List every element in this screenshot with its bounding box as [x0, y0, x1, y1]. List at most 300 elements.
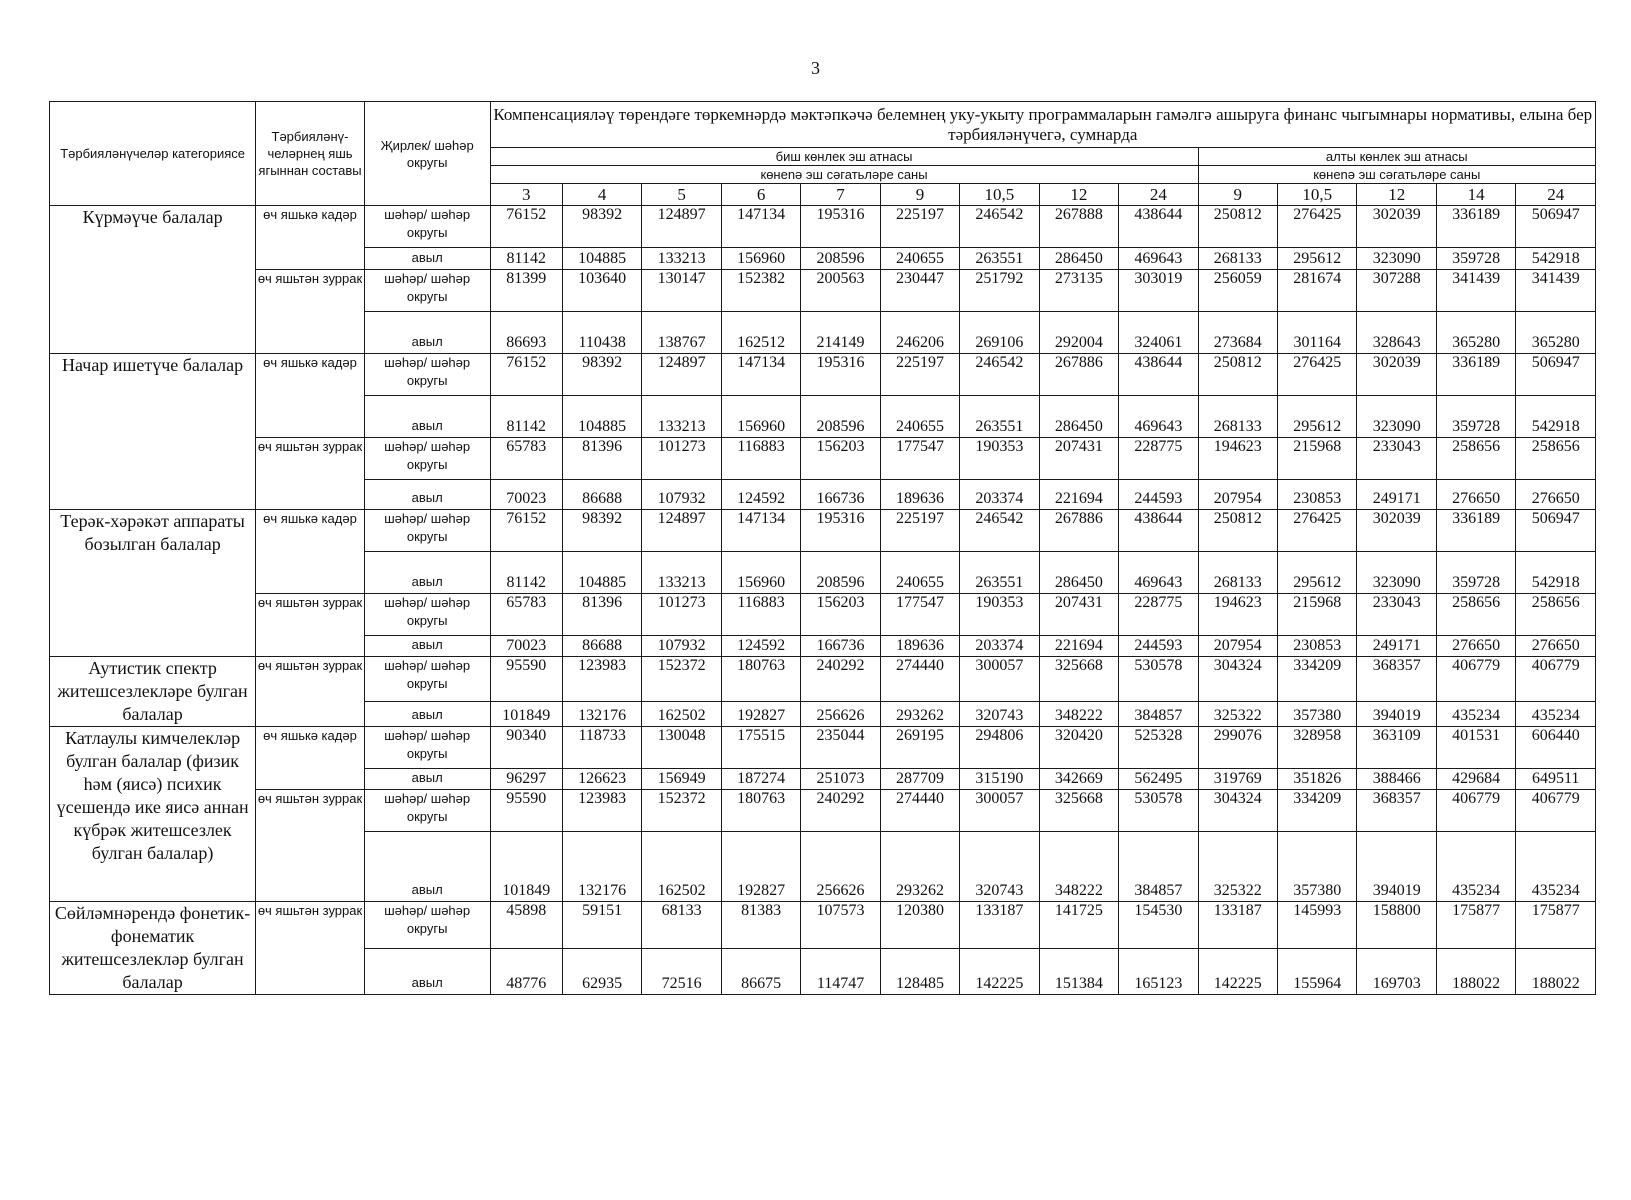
value-cell: 295612 [1278, 552, 1357, 594]
value-cell: 263551 [960, 396, 1039, 438]
category-cell: Катлаулы кимчелекләр булган балалар (физик һәм (яисә) психик үсешендә ике яисә аннан күбрәк житешсезлек булган балалар) [50, 727, 256, 902]
value-cell: 147134 [721, 206, 800, 248]
hours-header-six-0: 9 [1198, 184, 1277, 206]
hours-header-five-0: 3 [490, 184, 562, 206]
value-cell: 435234 [1516, 701, 1596, 726]
value-cell: 542918 [1516, 248, 1596, 270]
value-cell: 438644 [1119, 206, 1198, 248]
value-cell: 435234 [1516, 832, 1596, 902]
value-cell: 86675 [721, 948, 800, 995]
value-cell: 203374 [960, 636, 1039, 657]
hours-header-six-2: 12 [1357, 184, 1436, 206]
value-cell: 276425 [1278, 354, 1357, 396]
location-village-cell: авыл [364, 312, 490, 354]
hours-header-five-6: 10,5 [960, 184, 1039, 206]
value-cell: 304324 [1198, 790, 1277, 832]
table-row [50, 510, 1596, 552]
value-cell: 341439 [1516, 270, 1596, 312]
value-cell: 249171 [1357, 636, 1436, 657]
value-cell: 293262 [880, 832, 959, 902]
header-age-group: Тәрбияләнү-челәрнең яшь ягыннан составы [256, 102, 365, 206]
value-cell: 180763 [721, 790, 800, 832]
value-cell: 225197 [880, 510, 959, 552]
value-cell: 401531 [1436, 727, 1515, 769]
table-row [50, 657, 1596, 702]
value-cell: 126623 [562, 769, 641, 790]
value-cell: 649511 [1516, 769, 1596, 790]
value-cell: 207431 [1039, 438, 1118, 480]
value-cell: 101273 [642, 594, 721, 636]
value-cell: 244593 [1119, 636, 1198, 657]
value-cell: 162502 [642, 832, 721, 902]
header-daily-hours-five: көнenә эш сәгатьләре саны [490, 166, 1198, 184]
value-cell: 230447 [880, 270, 959, 312]
value-cell: 276425 [1278, 206, 1357, 248]
value-cell: 76152 [490, 354, 562, 396]
value-cell: 124897 [642, 206, 721, 248]
age-group-cell: өч яшькә кадәр [256, 727, 365, 790]
value-cell: 334209 [1278, 790, 1357, 832]
value-cell: 156203 [801, 594, 880, 636]
value-cell: 187274 [721, 769, 800, 790]
age-group-cell: өч яшьтән зуррак [256, 790, 365, 902]
value-cell: 276650 [1516, 636, 1596, 657]
value-cell: 276650 [1516, 480, 1596, 510]
value-cell: 235044 [801, 727, 880, 769]
category-cell: Терәк-хәрәкәт аппараты бозылган балалар [50, 510, 256, 657]
value-cell: 103640 [562, 270, 641, 312]
value-cell: 81142 [490, 396, 562, 438]
value-cell: 81142 [490, 552, 562, 594]
value-cell: 319769 [1198, 769, 1277, 790]
value-cell: 435234 [1436, 701, 1515, 726]
value-cell: 307288 [1357, 270, 1436, 312]
location-village-cell: авыл [364, 396, 490, 438]
value-cell: 123983 [562, 790, 641, 832]
value-cell: 300057 [960, 657, 1039, 702]
value-cell: 258656 [1516, 438, 1596, 480]
value-cell: 225197 [880, 354, 959, 396]
table-row [50, 354, 1596, 396]
value-cell: 406779 [1516, 790, 1596, 832]
value-cell: 286450 [1039, 248, 1118, 270]
value-cell: 76152 [490, 206, 562, 248]
value-cell: 65783 [490, 438, 562, 480]
value-cell: 302039 [1357, 510, 1436, 552]
value-cell: 281674 [1278, 270, 1357, 312]
header-six-day-week: алты көнлек эш атнасы [1198, 148, 1595, 166]
value-cell: 304324 [1198, 657, 1277, 702]
value-cell: 95590 [490, 790, 562, 832]
value-cell: 303019 [1119, 270, 1198, 312]
value-cell: 207954 [1198, 480, 1277, 510]
value-cell: 156960 [721, 248, 800, 270]
table-body [50, 206, 1596, 995]
value-cell: 101849 [490, 832, 562, 902]
value-cell: 101273 [642, 438, 721, 480]
value-cell: 320743 [960, 701, 1039, 726]
table-row [50, 206, 1596, 248]
location-city-cell: шәһәр/ шәһәр округы [364, 510, 490, 552]
value-cell: 562495 [1119, 769, 1198, 790]
value-cell: 233043 [1357, 438, 1436, 480]
value-cell: 323090 [1357, 248, 1436, 270]
value-cell: 86688 [562, 636, 641, 657]
value-cell: 166736 [801, 636, 880, 657]
value-cell: 249171 [1357, 480, 1436, 510]
value-cell: 203374 [960, 480, 1039, 510]
page-number: 3 [811, 58, 820, 78]
value-cell: 294806 [960, 727, 1039, 769]
value-cell: 263551 [960, 552, 1039, 594]
value-cell: 81396 [562, 594, 641, 636]
location-city-cell: шәһәр/ шәһәр округы [364, 206, 490, 248]
value-cell: 192827 [721, 832, 800, 902]
value-cell: 438644 [1119, 354, 1198, 396]
value-cell: 240655 [880, 552, 959, 594]
value-cell: 86693 [490, 312, 562, 354]
value-cell: 175877 [1516, 902, 1596, 949]
hours-header-six-4: 24 [1516, 184, 1596, 206]
value-cell: 359728 [1436, 396, 1515, 438]
value-cell: 240292 [801, 657, 880, 702]
value-cell: 177547 [880, 438, 959, 480]
value-cell: 152382 [721, 270, 800, 312]
age-group-cell: өч яшьтән зуррак [256, 438, 365, 510]
value-cell: 359728 [1436, 248, 1515, 270]
value-cell: 336189 [1436, 206, 1515, 248]
value-cell: 107573 [801, 902, 880, 949]
value-cell: 258656 [1436, 594, 1515, 636]
value-cell: 190353 [960, 594, 1039, 636]
value-cell: 251073 [801, 769, 880, 790]
location-village-cell: авыл [364, 480, 490, 510]
value-cell: 190353 [960, 438, 1039, 480]
value-cell: 230853 [1278, 480, 1357, 510]
value-cell: 357380 [1278, 701, 1357, 726]
value-cell: 506947 [1516, 354, 1596, 396]
value-cell: 315190 [960, 769, 1039, 790]
value-cell: 180763 [721, 657, 800, 702]
value-cell: 48776 [490, 948, 562, 995]
value-cell: 363109 [1357, 727, 1436, 769]
age-group-cell: өч яшькә кадәр [256, 354, 365, 438]
value-cell: 606440 [1516, 727, 1596, 769]
value-cell: 320743 [960, 832, 1039, 902]
value-cell: 166736 [801, 480, 880, 510]
value-cell: 133213 [642, 552, 721, 594]
value-cell: 133213 [642, 248, 721, 270]
value-cell: 325322 [1198, 832, 1277, 902]
value-cell: 215968 [1278, 438, 1357, 480]
value-cell: 124592 [721, 636, 800, 657]
value-cell: 155964 [1278, 948, 1357, 995]
value-cell: 123983 [562, 657, 641, 702]
value-cell: 142225 [960, 948, 1039, 995]
value-cell: 348222 [1039, 701, 1118, 726]
value-cell: 268133 [1198, 552, 1277, 594]
value-cell: 189636 [880, 480, 959, 510]
value-cell: 341439 [1436, 270, 1515, 312]
value-cell: 406779 [1436, 790, 1515, 832]
value-cell: 152372 [642, 790, 721, 832]
location-city-cell: шәһәр/ шәһәр округы [364, 594, 490, 636]
value-cell: 215968 [1278, 594, 1357, 636]
value-cell: 269106 [960, 312, 1039, 354]
value-cell: 286450 [1039, 552, 1118, 594]
value-cell: 151384 [1039, 948, 1118, 995]
value-cell: 246542 [960, 510, 1039, 552]
value-cell: 406779 [1516, 657, 1596, 702]
value-cell: 256626 [801, 701, 880, 726]
value-cell: 162512 [721, 312, 800, 354]
value-cell: 194623 [1198, 594, 1277, 636]
value-cell: 118733 [562, 727, 641, 769]
value-cell: 302039 [1357, 206, 1436, 248]
location-city-cell: шәһәр/ шәһәр округы [364, 270, 490, 312]
value-cell: 267886 [1039, 510, 1118, 552]
value-cell: 246542 [960, 354, 1039, 396]
value-cell: 162502 [642, 701, 721, 726]
hours-header-five-7: 12 [1039, 184, 1118, 206]
value-cell: 251792 [960, 270, 1039, 312]
value-cell: 276650 [1436, 480, 1515, 510]
location-city-cell: шәһәр/ шәһәр округы [364, 354, 490, 396]
age-group-cell: өч яшькә кадәр [256, 510, 365, 594]
value-cell: 384857 [1119, 701, 1198, 726]
value-cell: 59151 [562, 902, 641, 949]
value-cell: 195316 [801, 206, 880, 248]
value-cell: 130147 [642, 270, 721, 312]
location-city-cell: шәһәр/ шәһәр округы [364, 727, 490, 769]
value-cell: 96297 [490, 769, 562, 790]
value-cell: 175515 [721, 727, 800, 769]
header-location: Җирлек/ шәһәр округы [364, 102, 490, 206]
value-cell: 81396 [562, 438, 641, 480]
location-village-cell: авыл [364, 248, 490, 270]
value-cell: 268133 [1198, 396, 1277, 438]
value-cell: 81142 [490, 248, 562, 270]
value-cell: 506947 [1516, 510, 1596, 552]
value-cell: 133187 [960, 902, 1039, 949]
value-cell: 130048 [642, 727, 721, 769]
value-cell: 328643 [1357, 312, 1436, 354]
value-cell: 359728 [1436, 552, 1515, 594]
value-cell: 240292 [801, 790, 880, 832]
value-cell: 406779 [1436, 657, 1515, 702]
value-cell: 274440 [880, 790, 959, 832]
value-cell: 273684 [1198, 312, 1277, 354]
value-cell: 394019 [1357, 701, 1436, 726]
value-cell: 293262 [880, 701, 959, 726]
value-cell: 133213 [642, 396, 721, 438]
location-village-cell: авыл [364, 636, 490, 657]
age-group-cell: өч яшьтән зуррак [256, 657, 365, 727]
value-cell: 124592 [721, 480, 800, 510]
value-cell: 525328 [1119, 727, 1198, 769]
hours-header-six-1: 10,5 [1278, 184, 1357, 206]
value-cell: 81383 [721, 902, 800, 949]
value-cell: 273135 [1039, 270, 1118, 312]
value-cell: 68133 [642, 902, 721, 949]
value-cell: 156949 [642, 769, 721, 790]
value-cell: 240655 [880, 248, 959, 270]
normatives-table [49, 101, 1596, 995]
value-cell: 147134 [721, 354, 800, 396]
value-cell: 104885 [562, 248, 641, 270]
header-main-title: Компенсацияләү төрендәге төркемнәрдә мәктәпкәчә белемнең уку-укыту программаларын гамәлгә ашыруга финанс чыгымнары нормативы, елына бер тәрбияләнүчегә, сумнарда [490, 102, 1595, 148]
value-cell: 295612 [1278, 396, 1357, 438]
value-cell: 188022 [1436, 948, 1515, 995]
value-cell: 365280 [1436, 312, 1515, 354]
value-cell: 194623 [1198, 438, 1277, 480]
value-cell: 263551 [960, 248, 1039, 270]
value-cell: 195316 [801, 354, 880, 396]
value-cell: 365280 [1516, 312, 1596, 354]
hours-header-five-5: 9 [880, 184, 959, 206]
table-row [50, 790, 1596, 832]
value-cell: 158800 [1357, 902, 1436, 949]
value-cell: 258656 [1436, 438, 1515, 480]
value-cell: 469643 [1119, 248, 1198, 270]
value-cell: 268133 [1198, 248, 1277, 270]
hours-header-five-3: 6 [721, 184, 800, 206]
value-cell: 258656 [1516, 594, 1596, 636]
value-cell: 104885 [562, 396, 641, 438]
value-cell: 299076 [1198, 727, 1277, 769]
hours-header-six-3: 14 [1436, 184, 1515, 206]
age-group-cell: өч яшьтән зуррак [256, 902, 365, 995]
value-cell: 76152 [490, 510, 562, 552]
value-cell: 98392 [562, 510, 641, 552]
category-cell: Аутистик спектр житешсезлекләре булган балалар [50, 657, 256, 727]
location-city-cell: шәһәр/ шәһәр округы [364, 790, 490, 832]
value-cell: 195316 [801, 510, 880, 552]
value-cell: 302039 [1357, 354, 1436, 396]
value-cell: 214149 [801, 312, 880, 354]
value-cell: 228775 [1119, 438, 1198, 480]
value-cell: 301164 [1278, 312, 1357, 354]
value-cell: 132176 [562, 701, 641, 726]
value-cell: 133187 [1198, 902, 1277, 949]
location-city-cell: шәһәр/ шәһәр округы [364, 902, 490, 949]
value-cell: 323090 [1357, 396, 1436, 438]
header-category: Тәрбияләнүчеләр категориясе [50, 102, 256, 206]
value-cell: 368357 [1357, 790, 1436, 832]
value-cell: 147134 [721, 510, 800, 552]
value-cell: 154530 [1119, 902, 1198, 949]
value-cell: 98392 [562, 354, 641, 396]
value-cell: 267888 [1039, 206, 1118, 248]
value-cell: 269195 [880, 727, 959, 769]
age-group-cell: өч яшьтән зуррак [256, 594, 365, 657]
value-cell: 530578 [1119, 790, 1198, 832]
value-cell: 86688 [562, 480, 641, 510]
category-cell: Күрмәүче балалар [50, 206, 256, 354]
value-cell: 104885 [562, 552, 641, 594]
value-cell: 200563 [801, 270, 880, 312]
value-cell: 110438 [562, 312, 641, 354]
table-row [50, 438, 1596, 480]
value-cell: 287709 [880, 769, 959, 790]
value-cell: 324061 [1119, 312, 1198, 354]
value-cell: 101849 [490, 701, 562, 726]
table-row [50, 727, 1596, 769]
value-cell: 351826 [1278, 769, 1357, 790]
value-cell: 334209 [1278, 657, 1357, 702]
header-daily-hours-six: көнenә эш сәгатьләре саны [1198, 166, 1595, 184]
value-cell: 156960 [721, 552, 800, 594]
value-cell: 256626 [801, 832, 880, 902]
value-cell: 70023 [490, 480, 562, 510]
value-cell: 250812 [1198, 354, 1277, 396]
value-cell: 124897 [642, 354, 721, 396]
table-row [50, 594, 1596, 636]
hours-header-five-2: 5 [642, 184, 721, 206]
value-cell: 132176 [562, 832, 641, 902]
value-cell: 156960 [721, 396, 800, 438]
value-cell: 244593 [1119, 480, 1198, 510]
value-cell: 152372 [642, 657, 721, 702]
value-cell: 246542 [960, 206, 1039, 248]
location-village-cell: авыл [364, 769, 490, 790]
value-cell: 124897 [642, 510, 721, 552]
value-cell: 72516 [642, 948, 721, 995]
value-cell: 189636 [880, 636, 959, 657]
value-cell: 141725 [1039, 902, 1118, 949]
hours-header-five-4: 7 [801, 184, 880, 206]
value-cell: 95590 [490, 657, 562, 702]
value-cell: 138767 [642, 312, 721, 354]
value-cell: 438644 [1119, 510, 1198, 552]
location-village-cell: авыл [364, 552, 490, 594]
value-cell: 276425 [1278, 510, 1357, 552]
value-cell: 295612 [1278, 248, 1357, 270]
header-five-day-week: биш көнлек эш атнасы [490, 148, 1198, 166]
value-cell: 70023 [490, 636, 562, 657]
value-cell: 250812 [1198, 510, 1277, 552]
value-cell: 384857 [1119, 832, 1198, 902]
value-cell: 221694 [1039, 636, 1118, 657]
value-cell: 336189 [1436, 354, 1515, 396]
value-cell: 542918 [1516, 552, 1596, 594]
value-cell: 142225 [1198, 948, 1277, 995]
value-cell: 250812 [1198, 206, 1277, 248]
value-cell: 357380 [1278, 832, 1357, 902]
value-cell: 325668 [1039, 657, 1118, 702]
value-cell: 530578 [1119, 657, 1198, 702]
value-cell: 292004 [1039, 312, 1118, 354]
value-cell: 394019 [1357, 832, 1436, 902]
age-group-cell: өч яшькә кадәр [256, 206, 365, 270]
location-village-cell: авыл [364, 701, 490, 726]
value-cell: 256059 [1198, 270, 1277, 312]
value-cell: 228775 [1119, 594, 1198, 636]
value-cell: 90340 [490, 727, 562, 769]
location-village-cell: авыл [364, 832, 490, 902]
value-cell: 188022 [1516, 948, 1596, 995]
value-cell: 469643 [1119, 552, 1198, 594]
value-cell: 81399 [490, 270, 562, 312]
value-cell: 208596 [801, 396, 880, 438]
value-cell: 320420 [1039, 727, 1118, 769]
hours-header-five-1: 4 [562, 184, 641, 206]
value-cell: 506947 [1516, 206, 1596, 248]
value-cell: 368357 [1357, 657, 1436, 702]
location-city-cell: шәһәр/ шәһәр округы [364, 438, 490, 480]
value-cell: 274440 [880, 657, 959, 702]
value-cell: 230853 [1278, 636, 1357, 657]
